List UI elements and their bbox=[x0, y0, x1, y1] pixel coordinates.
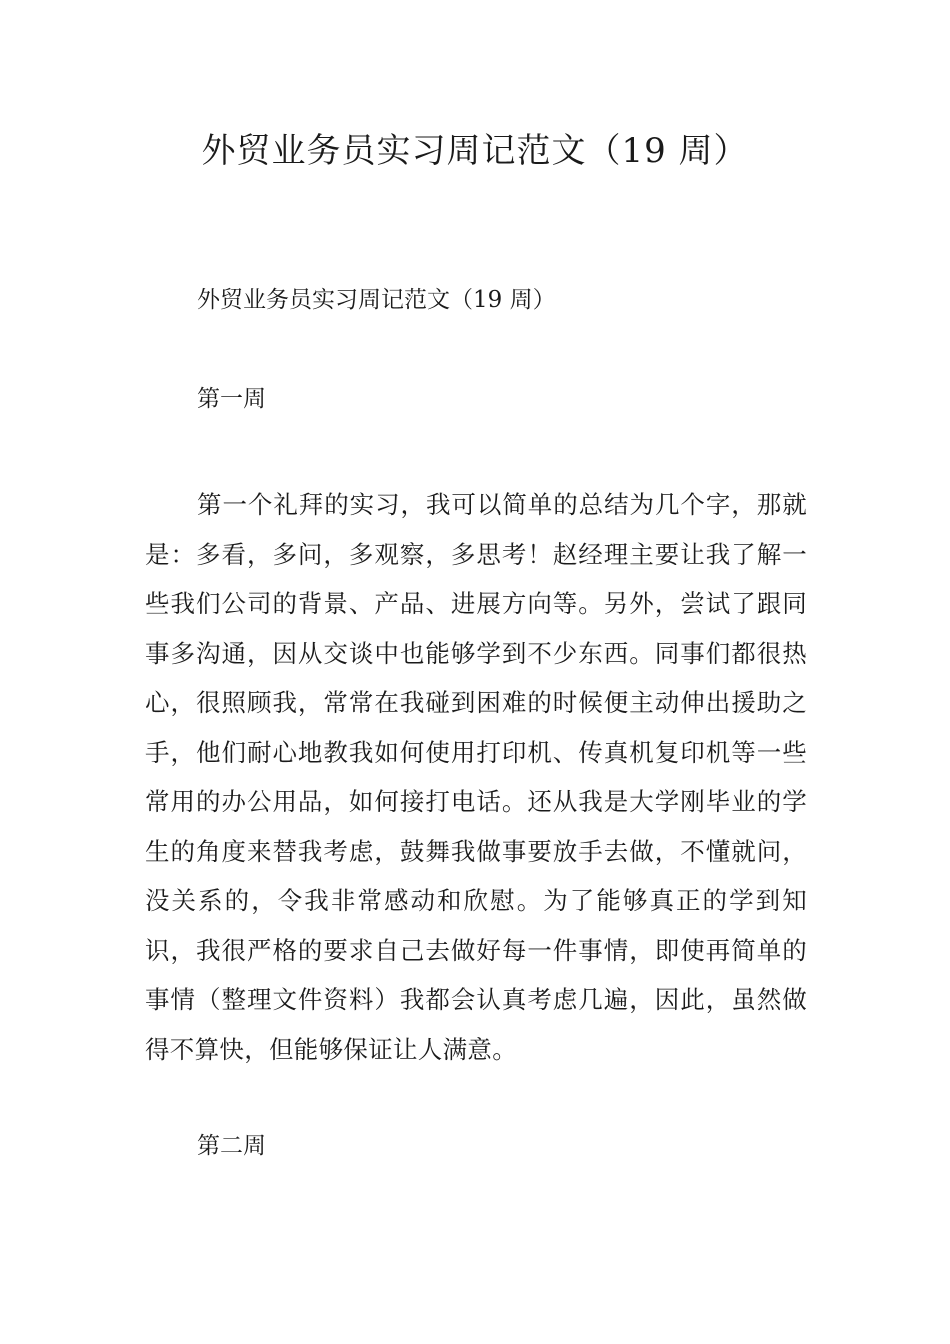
document-subtitle: 外贸业务员实习周记范文（19 周） bbox=[197, 287, 556, 313]
document-title: 外贸业务员实习周记范文（19 周） bbox=[201, 131, 749, 171]
section-heading-week-1: 第一周 bbox=[197, 386, 266, 412]
section-heading-week-2: 第二周 bbox=[197, 1133, 266, 1159]
section-body-week-1: 第一个礼拜的实习，我可以简单的总结为几个字，那就是：多看，多问，多观察，多思考！赵经理主要让我了解一些我们公司的背景、产品、进展方向等。另外，尝试了跟同事多沟通，因从交谈中也能够学到不少东西。同事们都很热心，很照顾我，常常在我碰到困难的时候便主动伸出援助之手，他们耐心地教我如何使用打印机、传真机复印机等一些常用的办公用品，如何接打电话。还从我是大学刚毕业的学生的角度来替我考虑，鼓舞我做事要放手去做，不懂就问，没关系的，令我非常感动和欣慰。为了能够真正的学到知识，我很严格的要求自己去做好每一件事情，即使再简单的事情（整理文件资料）我都会认真考虑几遍，因此，虽然做得不算快，但能够保证让人满意。 bbox=[145, 490, 807, 1064]
